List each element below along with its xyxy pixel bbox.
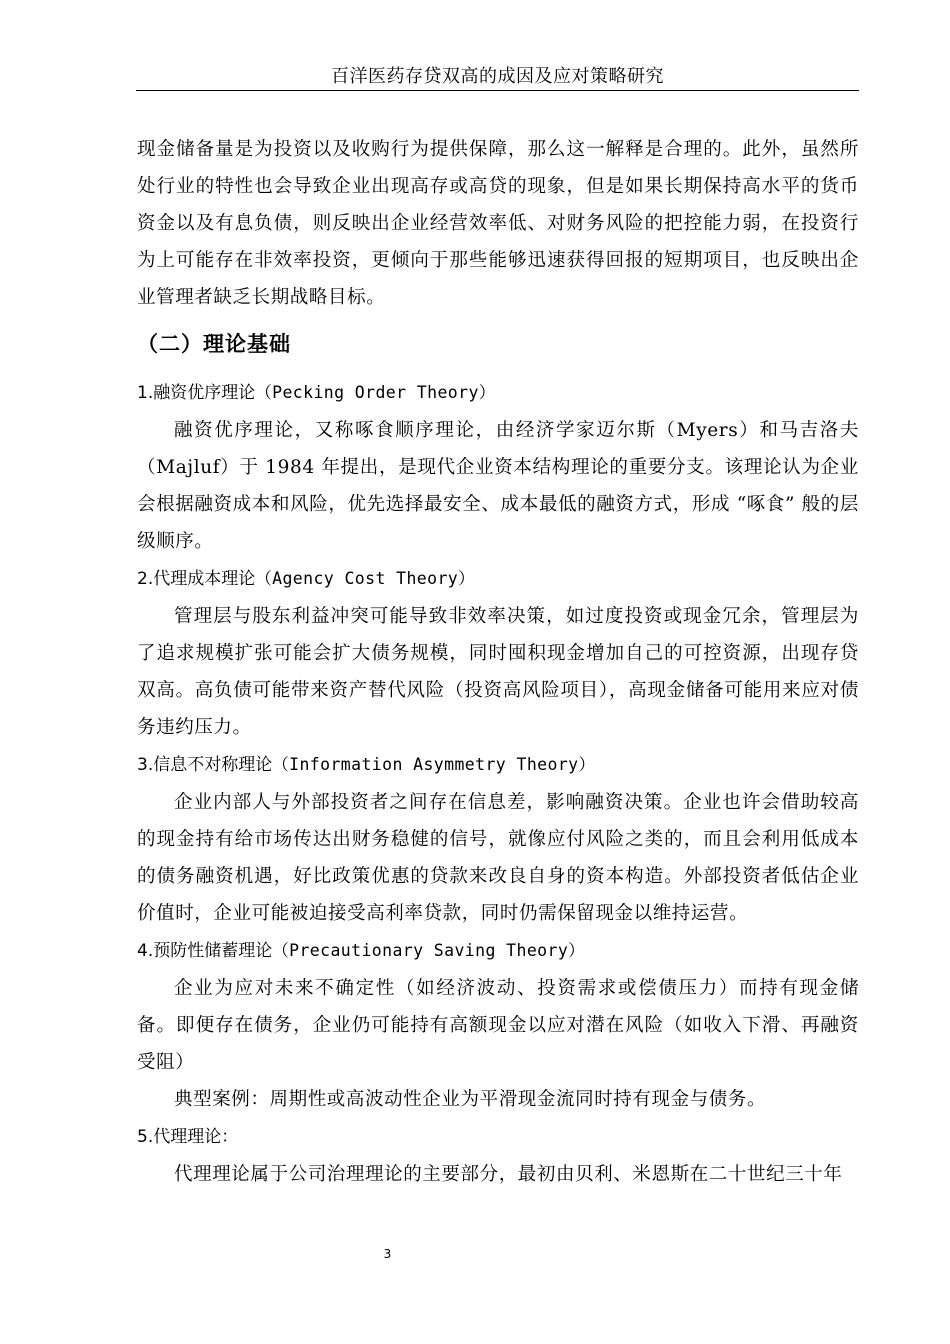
theory-heading-pecking-order bbox=[137, 374, 859, 412]
theory-heading-information-asymmetry bbox=[137, 746, 859, 784]
theory-title-zh: 5.代理理论： bbox=[137, 1127, 239, 1147]
theory-title-en: （Precautionary Saving Theory） bbox=[272, 941, 586, 960]
theory-heading-agency bbox=[137, 1118, 859, 1156]
theory-paragraph: 企业内部人与外部投资者之间存在信息差，影响融资决策。企业也许会借助较高的现金持有给市场传达出财务稳健的信号，就像应付风险之类的，而且会利用低成本的债务融资机遇，好比政策优惠的贷款来改良自身的资本构造。外部投资者低估企业价值时，企业可能被迫接受高利率贷款，同时仍需保留现金以维持运营。 bbox=[137, 792, 859, 924]
page-body bbox=[137, 131, 859, 1193]
theory-title-zh: 3.信息不对称理论 bbox=[137, 755, 273, 775]
theory-title-en: （Information Asymmetry Theory） bbox=[272, 755, 596, 774]
running-header: 百洋医药存贷双高的成因及应对策略研究 bbox=[331, 66, 664, 87]
theory-paragraph: 代理理论属于公司治理理论的主要部分，最初由贝利、米恩斯在二十世纪三十年 bbox=[174, 1164, 843, 1185]
theory-title-en: （Agency Cost Theory） bbox=[255, 569, 476, 588]
theory-heading-precautionary-saving bbox=[137, 932, 859, 970]
theory-example-paragraph: 典型案例：周期性或高波动性企业为平滑现金流同时持有现金与债务。 bbox=[174, 1089, 767, 1110]
section-heading: （二）理论基础 bbox=[137, 332, 291, 356]
intro-paragraph: 现金储备量是为投资以及收购行为提供保障，那么这一解释是合理的。此外，虽然所处行业的特性也会导致企业出现高存或高贷的现象，但是如果长期保持高水平的货币资金以及有息负债，则反映出企业经营效率低、对财务风险的把控能力弱，在投资行为上可能存在非效率投资，更倾向于那些能够迅速获得回报的短期项目，也反映出企业管理者缺乏长期战略目标。 bbox=[137, 139, 859, 308]
header-divider bbox=[136, 90, 859, 91]
theory-title-zh: 4.预防性储蓄理论 bbox=[137, 941, 273, 961]
theory-paragraph: 企业为应对未来不确定性（如经济波动、投资需求或偿债压力）而持有现金储备。即便存在债务，企业仍可能持有高额现金以应对潜在风险（如收入下滑、再融资受阻） bbox=[137, 978, 859, 1073]
theory-title-zh: 1.融资优序理论 bbox=[137, 383, 256, 403]
theory-title-zh: 2.代理成本理论 bbox=[137, 569, 256, 589]
theory-heading-agency-cost bbox=[137, 560, 859, 598]
theory-paragraph: 管理层与股东利益冲突可能导致非效率决策，如过度投资或现金冗余，管理层为了追求规模扩张可能会扩大债务规模，同时囤积现金增加自己的可控资源，出现存贷双高。高负债可能带来资产替代风险（投资高风险项目），高现金储备可能用来应对债务违约压力。 bbox=[137, 606, 859, 738]
theory-title-en: （Pecking Order Theory） bbox=[255, 383, 496, 402]
theory-paragraph: 融资优序理论，又称啄食顺序理论，由经济学家迈尔斯（Myers）和马吉洛夫（Majluf）于 1984 年提出，是现代企业资本结构理论的重要分支。该理论认为企业会根据融资成本和风险，优先选择最安全、成本最低的融资方式，形成 “啄食” 般的层级顺序。 bbox=[137, 420, 859, 552]
page-number: 3 bbox=[383, 1247, 392, 1261]
